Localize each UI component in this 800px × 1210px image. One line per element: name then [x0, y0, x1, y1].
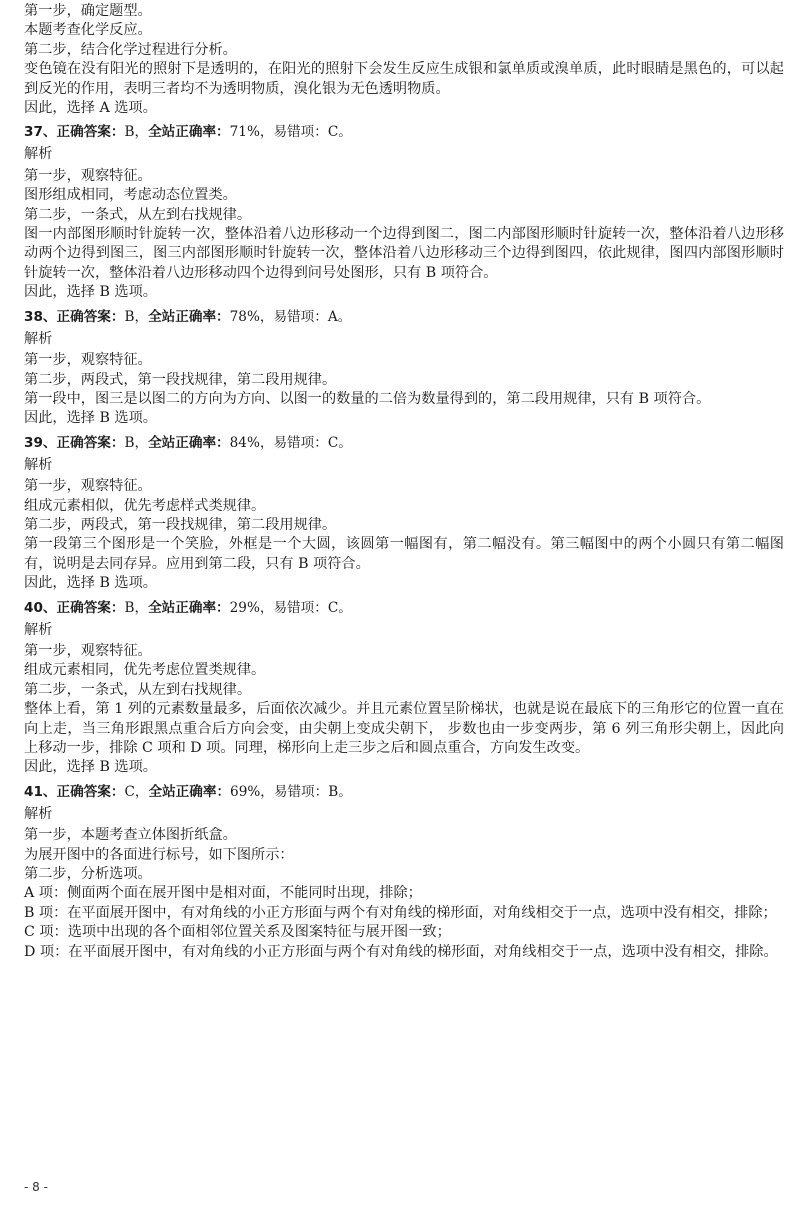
answer-label: 正确答案：: [56, 434, 125, 451]
question-number: 38、: [24, 308, 57, 325]
answer-line: [24, 123, 784, 142]
answer-value: B，: [124, 124, 149, 141]
q36-tail: [24, 2, 784, 118]
rate-value: 71%，: [229, 124, 274, 141]
rate-label: 全站正确率：: [148, 434, 230, 451]
rate-label: 全站正确率：: [148, 783, 231, 800]
wrong-value: C。: [327, 434, 352, 451]
wrong-value: A。: [327, 308, 352, 325]
paragraph: 整体上看，第 1 列的元素数量最多，后面依次减少。并且元素位置呈阶梯状，也就是说在最底下的三角形它的位置一直在向上走，当三角形跟黑点重合后方向会变，由尖朝上变成尖朝下， 步数也由一步变两步，第 6 列三角形尖朝上，因此向上移动一步，排除 C 项和 D 项。同理，梯形向上走三步之后和圆点重合，方向发生改变。: [24, 701, 784, 756]
paragraph: 第一步，观察特征。: [24, 352, 152, 369]
answer-line: [24, 308, 784, 327]
document-body: [24, 2, 784, 962]
paragraph: 因此，选择 B 选项。: [24, 284, 157, 301]
paragraph: 第二步，分析选项。: [24, 866, 152, 883]
wrong-label: 易错项：: [273, 434, 328, 451]
paragraph: 图形组成相同，考虑动态位置类。: [24, 187, 237, 204]
analysis-heading: 解析: [24, 805, 53, 822]
analysis-heading: 解析: [24, 456, 53, 473]
paragraph: 第一步，观察特征。: [24, 167, 152, 184]
rate-value: 84%，: [229, 434, 274, 451]
wrong-value: C。: [327, 124, 352, 141]
answer-line: [24, 599, 784, 618]
paragraph: 第二步，一条式，从左到右找规律。: [24, 206, 252, 223]
wrong-label: 易错项：: [273, 783, 329, 800]
wrong-value: C。: [327, 599, 352, 616]
paragraph: 图一内部图形顺时针旋转一次，整体沿着八边形移动一个边得到图二，图二内部图形顺时针旋转一次，整体沿着八边形移动两个边得到图三，图三内部图形顺时针旋转一次，整体沿着八边形移动三个边得到图四，依此规律，图四内部图形顺时针旋转一次，整体沿着八边形移动四个边得到问号处图形，只有 B 项符合。: [24, 226, 784, 281]
answer-line: [24, 434, 784, 453]
paragraph: 第二步，结合化学过程进行分析。: [24, 41, 237, 58]
paragraph: 因此，选择 B 选项。: [24, 410, 157, 427]
paragraph: 组成元素相似，优先考虑样式类规律。: [24, 497, 266, 514]
paragraph: 第一段中，图三是以图二的方向为方向、以图一的数量的二倍为数量得到的，第二段用规律，只有 B 项符合。: [24, 390, 711, 407]
question-37: [24, 123, 784, 302]
wrong-label: 易错项：: [273, 599, 328, 616]
rate-value: 29%，: [229, 599, 274, 616]
paragraph: 第二步，两段式，第一段找规律，第二段用规律。: [24, 371, 337, 388]
analysis-heading: 解析: [24, 621, 53, 638]
paragraph: 因此，选择 B 选项。: [24, 575, 157, 592]
rate-label: 全站正确率：: [148, 308, 230, 325]
question-number: 41、: [24, 783, 57, 800]
answer-value: B，: [124, 599, 149, 616]
wrong-value: B。: [328, 783, 352, 800]
rate-label: 全站正确率：: [148, 124, 230, 141]
rate-label: 全站正确率：: [148, 599, 230, 616]
wrong-label: 易错项：: [273, 124, 328, 141]
question-38: [24, 308, 784, 429]
paragraph: 第一步，观察特征。: [24, 478, 152, 495]
answer-label: 正确答案：: [56, 599, 125, 616]
question-41: [24, 783, 784, 962]
answer-line: [24, 783, 784, 802]
question-number: 39、: [24, 434, 57, 451]
paragraph: 因此，选择 A 选项。: [24, 100, 157, 117]
answer-label: 正确答案：: [56, 124, 125, 141]
paragraph: 变色镜在没有阳光的照射下是透明的，在阳光的照射下会发生反应生成银和氯单质或溴单质，此时眼睛是黑色的，可以起到反光的作用，表明三者均不为透明物质，溴化银为无色透明物质。: [24, 61, 784, 97]
answer-value: B，: [124, 434, 149, 451]
analysis-heading: 解析: [24, 146, 53, 163]
paragraph: A 项：侧面两个面在展开图中是相对面，不能同时出现，排除；: [24, 885, 422, 902]
paragraph: 为展开图中的各面进行标号，如下图所示：: [24, 846, 294, 863]
question-40: [24, 599, 784, 778]
paragraph: 因此，选择 B 选项。: [24, 759, 157, 776]
answer-label: 正确答案：: [56, 308, 125, 325]
question-number: 40、: [24, 599, 57, 616]
paragraph: 组成元素相同，优先考虑位置类规律。: [24, 662, 266, 679]
paragraph: 第二步，两段式，第一段找规律，第二段用规律。: [24, 516, 337, 533]
paragraph: 本题考查化学反应。: [24, 22, 152, 39]
page-number: - 8 -: [24, 1180, 48, 1194]
answer-value: B，: [124, 308, 149, 325]
analysis-heading: 解析: [24, 330, 53, 347]
paragraph: 第一段第三个图形是一个笑脸，外框是一个大圆，该圆第一幅图有，第二幅没有。第三幅图中的两个小圆只有第二幅图有，说明是去同存异。应用到第二段，只有 B 项符合。: [24, 536, 784, 572]
paragraph: 第二步，一条式，从左到右找规律。: [24, 681, 252, 698]
paragraph: 第一步，确定题型。: [24, 3, 152, 19]
rate-value: 78%，: [229, 308, 274, 325]
paragraph: C 项：选项中出现的各个面相邻位置关系及图案特征与展开图一致；: [24, 924, 451, 941]
answer-label: 正确答案：: [56, 783, 125, 800]
paragraph: B 项：在平面展开图中，有对角线的小正方形面与两个有对角线的梯形面，对角线相交于一点，选项中没有相交，排除；: [24, 904, 777, 921]
wrong-label: 易错项：: [273, 308, 328, 325]
paragraph: 第一步，本题考查立体图折纸盒。: [24, 827, 237, 844]
question-number: 37、: [24, 124, 57, 141]
answer-value: C，: [124, 783, 149, 800]
paragraph: 第一步，观察特征。: [24, 642, 152, 659]
paragraph: D 项：在平面展开图中，有对角线的小正方形面与两个有对角线的梯形面，对角线相交于一点，选项中没有相交，排除。: [24, 943, 778, 960]
rate-value: 69%，: [230, 783, 274, 800]
question-39: [24, 434, 784, 594]
